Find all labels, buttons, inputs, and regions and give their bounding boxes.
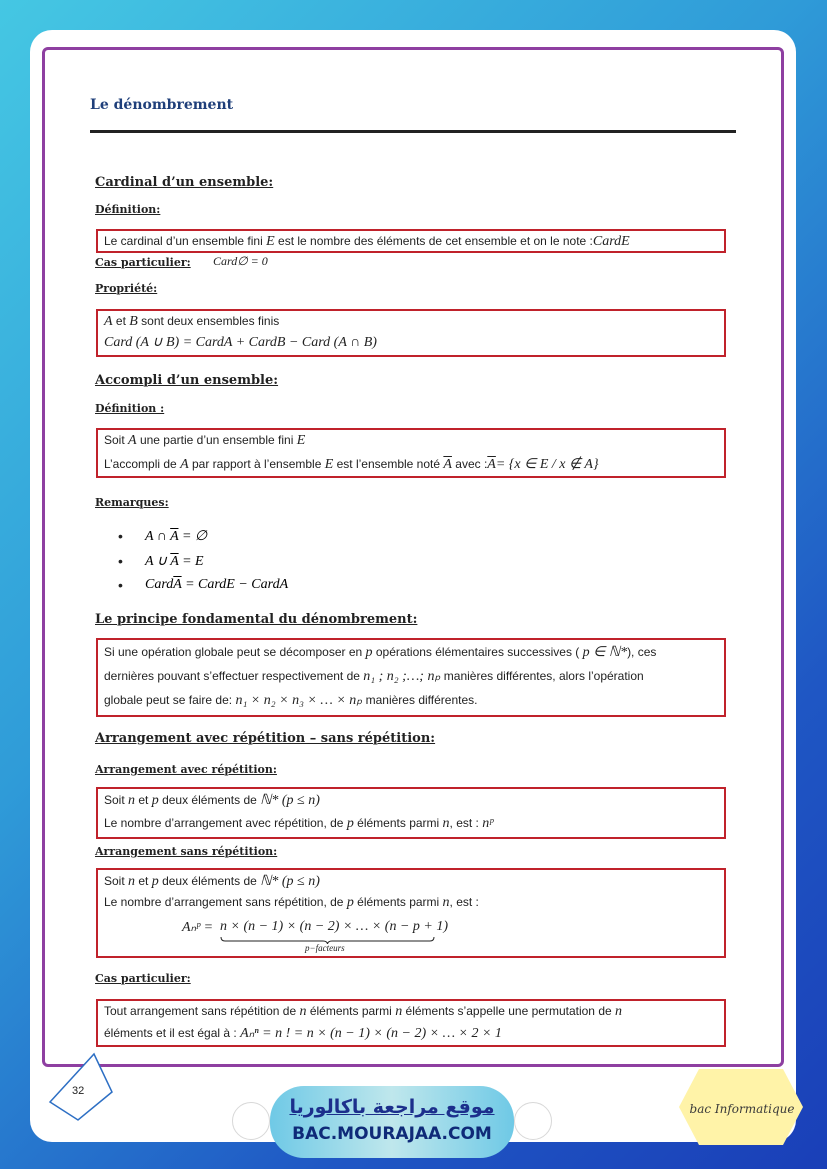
acc-math-rhs: = {x ∈ E / x ∉ A} [495, 457, 599, 472]
av-l1c: deux éléments de [162, 793, 257, 807]
propriete-box [96, 309, 726, 357]
pr-l1b: opérations élémentaires successives ( [375, 645, 580, 659]
pr-l2b: manières différentes, alors l’opération [443, 669, 644, 683]
cardinal-definition-box [96, 229, 726, 253]
acc-l2d: avec : [455, 457, 488, 471]
pr-l3: globale peut se faire de: [104, 693, 233, 707]
av-n: n [128, 793, 136, 808]
site-arabic-name: موقع مراجعة باكالوريا [289, 1096, 495, 1118]
bullet-dot: • [118, 528, 123, 544]
r3-pre: Card [145, 577, 174, 592]
page-title: Le dénombrement [90, 97, 234, 113]
arrangement-formula-rhs: n × (n − 1) × (n − 2) × … × (n − p + 1) [220, 919, 448, 934]
prop-var-b: B [129, 314, 138, 329]
r2-post: = E [178, 554, 204, 569]
av-l1math: ℕ* (p ≤ n) [260, 793, 320, 808]
acc-abar: $\overline{A}$ [443, 457, 452, 472]
underbrace-label: p−facteurs [305, 943, 345, 953]
remark-item [145, 553, 204, 570]
r1-post: = ∅ [178, 529, 208, 544]
pr-l1math: p ∈ ℕ* [582, 645, 628, 660]
cas-l2math: Aₙⁿ = n ! = n × (n − 1) × (n − 2) × … × 2 × 1 [240, 1026, 502, 1041]
accompli-def-label: Définition : [95, 402, 165, 415]
acc-l1b: une partie d’un ensemble fini [139, 433, 294, 447]
prop-var-a: A [104, 314, 113, 329]
cas-n1: n [299, 1004, 307, 1019]
av-l2b: éléments parmi [357, 816, 440, 830]
acc-l2var2: E [324, 457, 334, 472]
acc-l2b: par rapport à l’ensemble [191, 457, 322, 471]
av-l2p: p [346, 816, 354, 831]
cas-l2a: éléments et il est égal à : [104, 1026, 237, 1040]
cas-box [96, 999, 726, 1047]
sans-repetition-box [96, 868, 726, 958]
pr-l1c: ), ces [627, 645, 657, 659]
r3-bar: $\overline{A}$ [173, 577, 182, 592]
av-p: p [151, 793, 159, 808]
acc-l1var: A [128, 433, 137, 448]
accompli-definition-box [96, 428, 726, 478]
pr-l2math: n₁ ; n₂ ;…; nₚ [363, 669, 441, 684]
arrangement-formula-lhs: Aₙᵖ = [182, 920, 214, 935]
remark-item [145, 577, 288, 593]
arrangement-heading: Arrangement avec répétition – sans répétition: [95, 731, 436, 746]
def-math: CardE [592, 234, 630, 249]
bullet-dot: • [118, 553, 123, 569]
sa-l2n: n [442, 895, 450, 910]
book-logo-icon [514, 1102, 552, 1140]
pr-l2: dernières pouvant s’effectuer respectivement de [104, 669, 360, 683]
cas-heading: Cas particulier: [95, 972, 191, 985]
bullet-dot: • [118, 577, 123, 593]
cas-l1a: Tout arrangement sans répétition de [104, 1004, 297, 1018]
cas-l1c: éléments s’appelle une permutation de [405, 1004, 612, 1018]
propriete-label: Propriété: [95, 282, 158, 295]
sans-repetition-label: Arrangement sans répétition: [95, 845, 278, 858]
site-badge[interactable] [270, 1086, 514, 1158]
av-l1a: Soit [104, 793, 125, 807]
accompli-heading: Accompli d’un ensemble: [95, 373, 279, 388]
cas-l1b: éléments parmi [309, 1004, 392, 1018]
prop-line1-end: sont deux ensembles finis [141, 314, 280, 328]
av-et: et [138, 793, 149, 807]
acc-l2a: L’accompli de [104, 457, 177, 471]
sa-l2c: , est : [449, 895, 479, 909]
cas-n2: n [395, 1004, 403, 1019]
def-var: E [266, 234, 275, 249]
cardinal-heading: Cardinal d’un ensemble: [95, 175, 274, 190]
r1-bar: $\overline{A}$ [170, 529, 179, 544]
cas-particulier-math: Card∅ = 0 [213, 254, 268, 268]
principe-heading: Le principe fondamental du dénombrement: [95, 612, 418, 627]
pr-l3math: n₁ × n₂ × n₃ × … × nₚ [235, 693, 363, 708]
page-number: 32 [72, 1085, 85, 1097]
sa-et: et [138, 874, 149, 888]
cas-particulier-label: Cas particulier: [95, 256, 191, 269]
r2-pre: A ∪ [145, 554, 171, 569]
book-logo-icon [232, 1102, 270, 1140]
pr-l3b: manières différentes. [365, 693, 478, 707]
principe-box [96, 638, 726, 717]
def-text2: est le nombre des éléments de cet ensemble et on le note : [278, 234, 593, 248]
acc-math-lhs: $\overline{A}$ [487, 457, 496, 472]
pr-l1: Si une opération globale peut se décomposer en [104, 645, 363, 659]
cas-n3: n [615, 1004, 623, 1019]
pr-l1var: p [365, 645, 373, 660]
sa-l2b: éléments parmi [357, 895, 440, 909]
av-l2n: n [442, 816, 450, 831]
def-text: Le cardinal d’un ensemble fini [104, 234, 263, 248]
av-l2c: , est : [449, 816, 479, 830]
cardinal-def-label: Définition: [95, 203, 161, 216]
r1-pre: A ∩ [145, 529, 171, 544]
avec-repetition-box [96, 787, 726, 839]
prop-et: et [115, 314, 126, 328]
sa-p: p [151, 874, 159, 889]
remarques-label: Remarques: [95, 496, 169, 509]
prop-formula: Card (A ∪ B) = CardA + CardB − Card (A ∩ B) [104, 335, 377, 350]
avec-repetition-label: Arrangement avec répétition: [95, 763, 277, 776]
title-rule [90, 130, 736, 133]
brand-label: bac Informatique [689, 1102, 795, 1116]
av-l2math: nᵖ [482, 816, 494, 831]
acc-l1var2: E [296, 433, 306, 448]
acc-l2var: A [180, 457, 189, 472]
acc-l1a: Soit [104, 433, 125, 447]
remark-item [145, 528, 207, 545]
av-l2a: Le nombre d’arrangement avec répétition, de [104, 816, 344, 830]
sa-l1a: Soit [104, 874, 125, 888]
r3-post: = CardE − CardA [181, 577, 289, 592]
acc-l2c: est l’ensemble noté [336, 457, 441, 471]
r2-bar: $\overline{A}$ [170, 554, 179, 569]
sa-l1c: deux éléments de [162, 874, 257, 888]
sa-n: n [128, 874, 136, 889]
site-url[interactable]: BAC.MOURAJAA.COM [292, 1124, 492, 1144]
sa-l2a: Le nombre d’arrangement sans répétition, de [104, 895, 344, 909]
sa-l2p: p [346, 895, 354, 910]
sa-l1math: ℕ* (p ≤ n) [260, 874, 320, 889]
